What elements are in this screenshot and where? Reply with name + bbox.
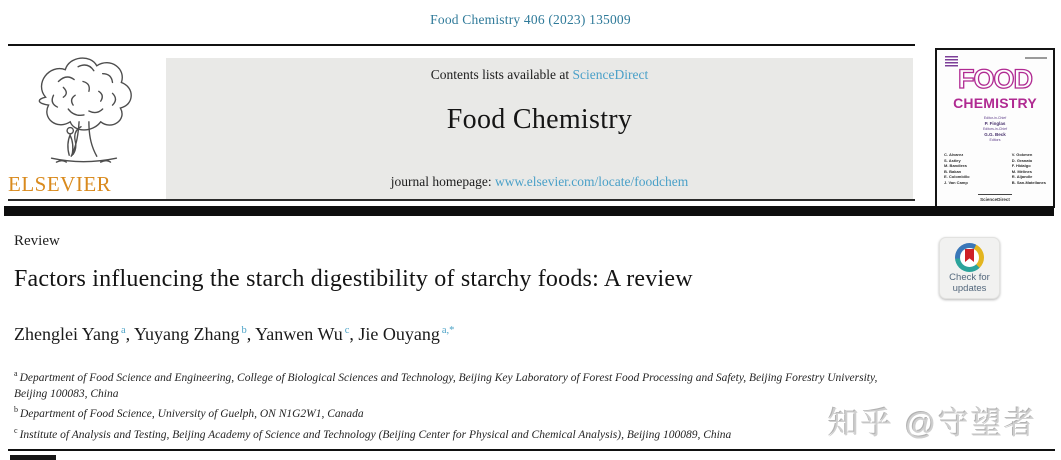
affiliation-c: $^c$ Institute of Analysis and Testing, Beijing Academy of Science and Technology (Beijing Center for Physical and Chemical Analysis), Beijing 100089, China (14, 425, 732, 441)
cover-issue-info (1025, 57, 1047, 59)
cover-title-chemistry: CHEMISTRY (953, 95, 1037, 111)
header-bottom-rule (8, 199, 915, 201)
cover-title-food: FOOD (958, 64, 1032, 94)
author-list: Zhenglei Yang $^a$, Yuyang Zhang $^b$, Yanwen Wu $^c$, Jie Ouyang $^{a,*}$ (14, 324, 455, 344)
cover-editor2-name: G.G. Beck (984, 132, 1006, 137)
cover-footer-rule (978, 194, 1012, 195)
cover-sciencedirect-label: ScienceDirect (980, 197, 1010, 202)
elsevier-wordmark: ELSEVIER (8, 172, 112, 196)
affiliation-b: $^b$ Department of Food Science, University of Guelph, ON N1G2W1, Canada (14, 405, 364, 421)
journal-citation: Food Chemistry 406 (2023) 135009 (430, 12, 631, 27)
journal-banner (166, 58, 913, 199)
badge-text-line1: Check for (949, 272, 990, 283)
elsevier-tree-icon (8, 52, 158, 170)
article-title: Factors influencing the starch digestibility of starchy foods: A review (14, 266, 693, 292)
sciencedirect-link[interactable]: ScienceDirect (572, 67, 649, 82)
site-watermark: 知乎 @守望者 (828, 406, 1038, 441)
homepage-link[interactable]: www.elsevier.com/locate/foodchem (494, 174, 689, 189)
author-affil-sup[interactable]: b (241, 325, 247, 336)
journal-title: Food Chemistry (446, 104, 633, 135)
bookmark-icon (965, 249, 974, 262)
cover-editors-label: Editors (989, 138, 1001, 142)
elsevier-logo (8, 52, 158, 198)
contents-prefix: Contents lists available at (430, 67, 573, 82)
author-affil-sup[interactable]: c (344, 325, 350, 336)
badge-text-line2: updates (952, 282, 987, 294)
cover-editor-name: P. Finglas (984, 121, 1006, 126)
cover-masthead (937, 116, 1053, 143)
cover-editor2-label: Editors-in-Chief (982, 127, 1008, 131)
contents-line (166, 67, 913, 83)
author-name: Zhenglei Yang (14, 324, 119, 344)
cutoff-element-stub (10, 455, 56, 460)
header-top-rule (8, 44, 915, 46)
cover-editor-label: Editor-in-Chief (983, 116, 1007, 120)
cover-editors-left: C. Alvarez S. Astley M. Bandiera B. Bakan E. Colombillo J. Van Camp (944, 152, 970, 185)
section-divider-bar (4, 206, 1054, 216)
article-type-label: Review (14, 233, 60, 249)
homepage-line (166, 174, 913, 190)
author-name: Yuyang Zhang (134, 324, 240, 344)
cover-editor-columns (944, 152, 1046, 186)
author-name: Jie Ouyang (358, 324, 440, 344)
affiliation-list (14, 366, 906, 443)
journal-cover-thumbnail[interactable] (935, 48, 1055, 208)
author-affil-sup[interactable]: a (121, 325, 126, 336)
page-bottom-rule (8, 449, 1055, 451)
affiliation-a: $^a$ Department of Food Science and Engineering, College of Biological Sciences and Technology, Beijing Key Laboratory of Forest Food Processing and Safety, Beijing Forestry University, Beijing 100083, China (14, 369, 878, 401)
author-name: Yanwen Wu (255, 324, 343, 344)
check-for-updates-badge[interactable] (939, 237, 1000, 299)
crossmark-icon (955, 243, 984, 272)
author-affil-sup[interactable]: a,* (441, 325, 455, 336)
homepage-prefix: journal homepage: (390, 174, 495, 189)
cover-editors-right: V. Gokmen D. Granato F. Hidalgo M. Mélines R. Aljandle B. San-Matellanes (1011, 152, 1046, 185)
